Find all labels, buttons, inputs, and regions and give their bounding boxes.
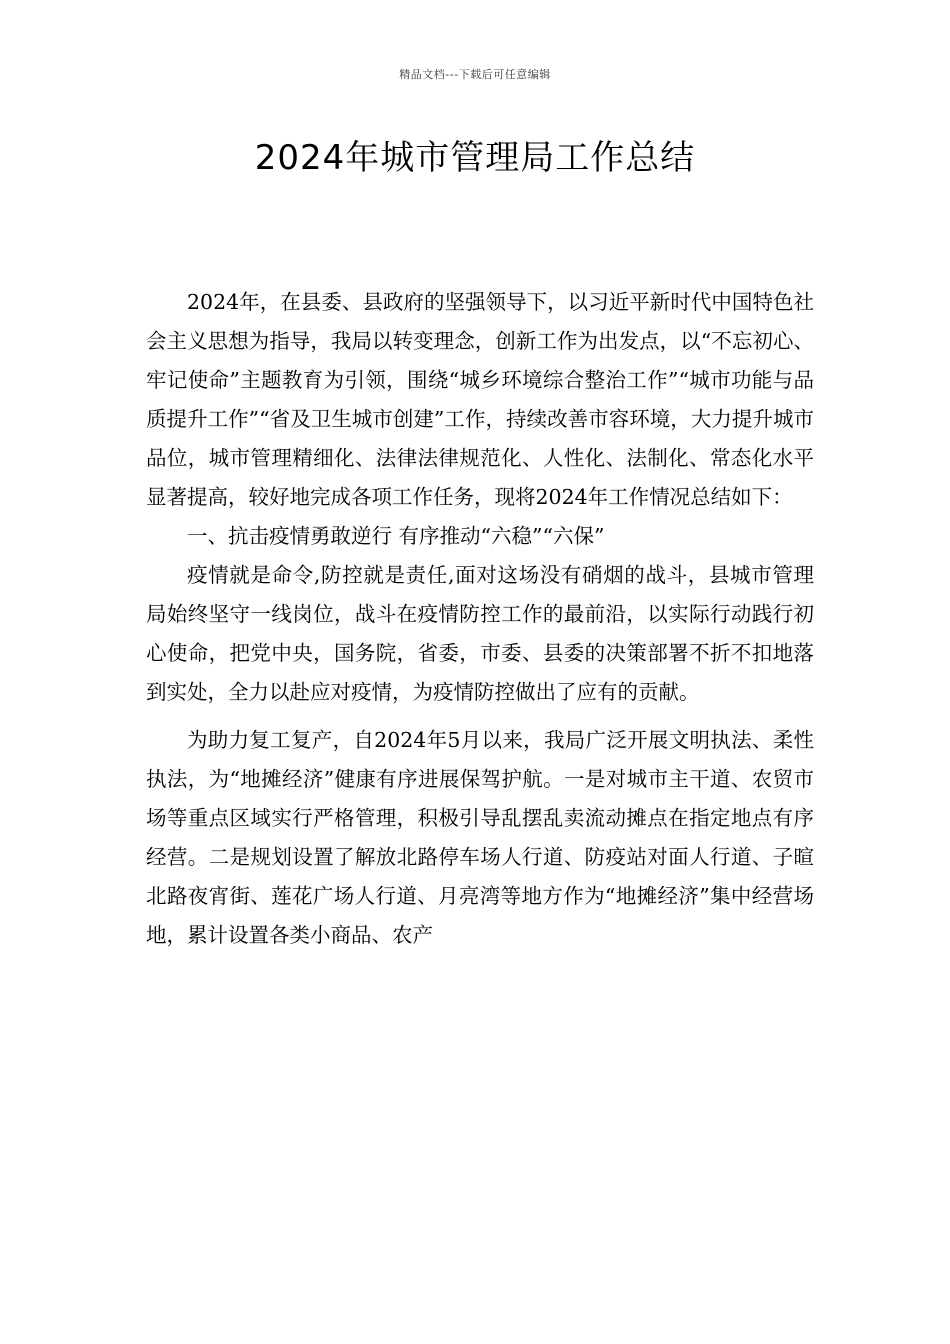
section-heading-1: 一、抗击疫情勇敢逆行 有序推动“六稳”“六保” xyxy=(187,524,605,548)
page-title: 2024年城市管理局工作总结 xyxy=(254,138,696,178)
paragraph-recovery: 为助力复工复产，自2024年5月以来，我局广泛开展文明执法、柔性执法，为“地摊经济”健康有序进展保驾护航。一是对城市主干道、农贸市场等重点区域实行严格管理，积极引导乱摆乱卖流动摊点在指定地点有序经营。二是规划设置了解放北路停车场人行道、防疫站对面人行道、子暄北路夜宵街、莲花广场人行道、月亮湾等地方作为“地摊经济”集中经营场地，累计设置各类小商品、农产 xyxy=(146,728,814,947)
document-body xyxy=(146,283,814,955)
paragraph-epidemic: 疫情就是命令,防控就是责任,面对这场没有硝烟的战斗，县城市管理局始终坚守一线岗位，战斗在疫情防控工作的最前沿，以实际行动践行初心使命，把党中央，国务院，省委，市委、县委的决策部署不折不扣地落到实处，全力以赴应对疫情，为疫情防控做出了应有的贡献。 xyxy=(146,563,814,704)
header-note: 精品文档---下载后可任意编辑 xyxy=(399,68,551,81)
paragraph-intro: 2024年，在县委、县政府的坚强领导下，以习近平新时代中国特色社会主义思想为指导，我局以转变理念，创新工作为出发点，以“不忘初心、牢记使命”主题教育为引领，围绕“城乡环境综合整治工作”“城市功能与品质提升工作”“省及卫生城市创建”工作，持续改善市容环境，大力提升城市品位，城市管理精细化、法律法律规范化、人性化、法制化、常态化水平显著提高，较好地完成各项工作任务，现将2024年工作情况总结如下： xyxy=(146,290,814,509)
